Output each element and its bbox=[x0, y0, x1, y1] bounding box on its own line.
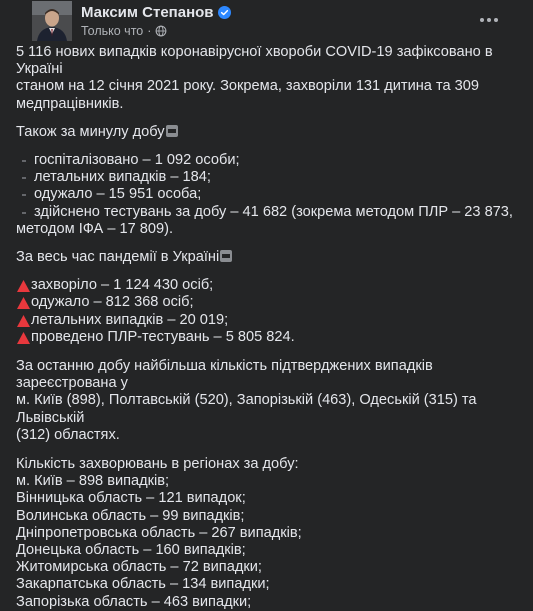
list-item bbox=[16, 277, 517, 294]
paragraph-line: м. Київ (898), Полтавській (520), Запорізькій (463), Одеській (315) та Львівській bbox=[16, 392, 477, 426]
intro-line: станом на 12 січня 2021 року. Зокрема, захворіли 131 дитина та 309 bbox=[16, 78, 479, 95]
day-heading bbox=[16, 124, 517, 141]
bullet-icon bbox=[22, 194, 26, 196]
more-dot bbox=[487, 18, 491, 22]
post-meta bbox=[81, 23, 167, 39]
regions-heading: Кількість захворювань в регіонах за добу: bbox=[16, 456, 299, 473]
list-item bbox=[16, 294, 517, 311]
author-line bbox=[81, 3, 231, 22]
list-item: Волинська область – 99 випадків; bbox=[16, 507, 245, 524]
regions-list bbox=[16, 456, 517, 611]
paragraph-line: За останню добу найбільша кількість підтверджених випадків зареєстрована у bbox=[16, 358, 433, 392]
bullet-icon bbox=[22, 160, 26, 162]
list-item bbox=[16, 204, 517, 238]
avatar[interactable] bbox=[32, 1, 72, 41]
intro-line: медпрацівників. bbox=[16, 95, 124, 112]
red-triangle-icon bbox=[16, 296, 31, 310]
list-item bbox=[16, 186, 517, 203]
list-item-text: летальних випадків – 20 019; bbox=[31, 311, 229, 328]
post-body bbox=[16, 44, 517, 611]
red-triangle-icon bbox=[16, 331, 31, 345]
list-item bbox=[16, 152, 517, 169]
more-options-button[interactable] bbox=[473, 6, 505, 34]
post-header bbox=[16, 0, 517, 44]
globe-icon[interactable] bbox=[155, 25, 167, 37]
intro-line: 5 116 нових випадків коронавірусної хвороби COVID-19 зафіксовано в Україні bbox=[16, 44, 493, 78]
list-item: Дніпропетровська область – 267 випадків; bbox=[16, 524, 302, 541]
list-item-text: летальних випадків – 184; bbox=[34, 169, 211, 186]
list-item-text: проведено ПЛР-тестувань – 5 805 824. bbox=[31, 328, 295, 345]
list-item: Вінницька область – 121 випадок; bbox=[16, 490, 246, 507]
paragraph-line: (312) областях. bbox=[16, 426, 120, 443]
down-arrow-emoji-icon bbox=[166, 125, 178, 137]
intro-paragraph bbox=[16, 44, 517, 113]
bullet-icon bbox=[22, 177, 26, 179]
down-arrow-emoji-icon bbox=[220, 250, 232, 262]
list-item-text: методом ІФА – 17 809). bbox=[16, 220, 174, 237]
post-timestamp[interactable]: Только что bbox=[81, 24, 144, 38]
list-item: Житомирська область – 72 випадки; bbox=[16, 559, 262, 576]
top-regions-paragraph bbox=[16, 358, 517, 444]
red-triangle-icon bbox=[16, 279, 31, 293]
list-item: Донецька область – 160 випадків; bbox=[16, 542, 246, 559]
list-item bbox=[16, 329, 517, 346]
total-heading bbox=[16, 249, 517, 266]
more-horizontal-icon bbox=[480, 18, 484, 22]
total-list bbox=[16, 277, 517, 346]
list-item-text: одужало – 15 951 особа; bbox=[34, 186, 202, 203]
list-item: Запорізька область – 463 випадки; bbox=[16, 593, 252, 610]
red-triangle-icon bbox=[16, 314, 31, 328]
list-item-text: одужало – 812 368 осіб; bbox=[31, 294, 194, 311]
verified-badge-icon bbox=[218, 6, 231, 19]
list-item bbox=[16, 169, 517, 186]
more-dot bbox=[494, 18, 498, 22]
total-heading-text: За весь час пандемії в Україні bbox=[16, 249, 220, 266]
bullet-icon bbox=[22, 212, 26, 214]
author-name[interactable]: Максим Степанов bbox=[81, 4, 214, 21]
list-item-text: захворіло – 1 124 430 осіб; bbox=[31, 277, 214, 294]
meta-separator: · bbox=[147, 24, 152, 38]
list-item-text: госпіталізовано – 1 092 особи; bbox=[34, 152, 240, 169]
list-item: Закарпатська область – 134 випадки; bbox=[16, 576, 270, 593]
day-list bbox=[16, 152, 517, 238]
day-heading-text: Також за минулу добу bbox=[16, 123, 165, 140]
list-item: м. Київ – 898 випадків; bbox=[16, 473, 170, 490]
list-item bbox=[16, 312, 517, 329]
list-item-text: здійснено тестувань за добу – 41 682 (зокрема методом ПЛР – 23 873, bbox=[34, 203, 513, 220]
